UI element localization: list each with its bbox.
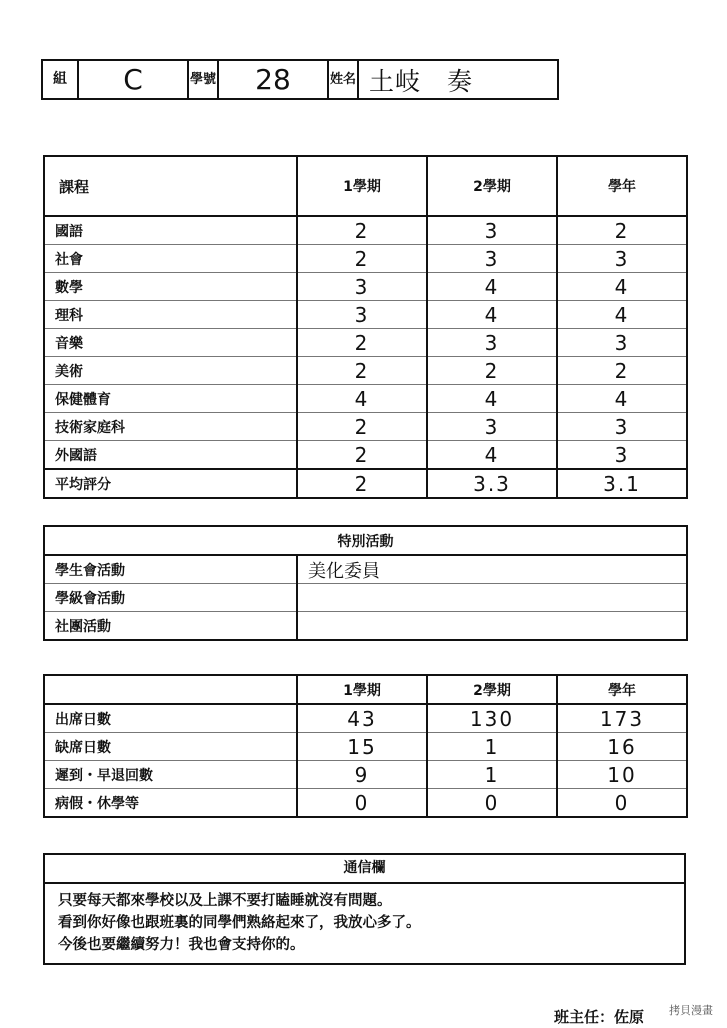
group-value: C: [78, 60, 188, 99]
notes-body: [45, 884, 684, 1026]
grades-table: [43, 155, 688, 499]
grade-term1: 2: [297, 245, 427, 273]
grade-term1: 2: [297, 357, 427, 385]
table-row: [44, 704, 687, 733]
subject-name: 國語: [44, 216, 297, 245]
name-label: 姓名: [328, 60, 358, 99]
activity-label: 學級會活動: [44, 584, 297, 612]
attendance-year: 0: [557, 789, 687, 818]
grade-term1: 3: [297, 273, 427, 301]
attendance-col-year: 學年: [557, 675, 687, 704]
table-row: [44, 612, 687, 641]
grades-col-term2: 2學期: [427, 156, 557, 216]
subject-name: 數學: [44, 273, 297, 301]
grade-year: 3: [557, 441, 687, 470]
attendance-label: 缺席日數: [44, 733, 297, 761]
subject-name: 外國語: [44, 441, 297, 470]
subject-name: 社會: [44, 245, 297, 273]
grade-term2: 4: [427, 441, 557, 470]
attendance-col-term2: 2學期: [427, 675, 557, 704]
grade-year: 3: [557, 245, 687, 273]
grade-term2: 3: [427, 329, 557, 357]
student-name: 土岐 奏: [358, 60, 558, 99]
table-row: [44, 245, 687, 273]
grade-year: 3: [557, 413, 687, 441]
table-row: [44, 789, 687, 818]
activities-title: 特別活動: [44, 526, 687, 555]
activity-label: 社團活動: [44, 612, 297, 641]
attendance-year: 16: [557, 733, 687, 761]
group-label: 組: [42, 60, 78, 99]
average-row: [44, 469, 687, 498]
attendance-term1: 43: [297, 704, 427, 733]
grade-term2: 3: [427, 216, 557, 245]
attendance-term1: 0: [297, 789, 427, 818]
subject-name: 美術: [44, 357, 297, 385]
grade-term2: 4: [427, 273, 557, 301]
table-row: [44, 584, 687, 612]
attendance-year: 10: [557, 761, 687, 789]
attendance-term1: 15: [297, 733, 427, 761]
activity-value: [297, 584, 687, 612]
attendance-term2: 0: [427, 789, 557, 818]
grade-term1: 2: [297, 441, 427, 470]
student-info-header: [41, 59, 559, 100]
table-row: [44, 329, 687, 357]
grades-header-row: [44, 156, 687, 216]
grade-term2: 4: [427, 301, 557, 329]
notes-line: 今後也要繼續努力！我也會支持你的。: [58, 937, 305, 953]
table-row: [44, 273, 687, 301]
grade-year: 2: [557, 357, 687, 385]
table-row: [44, 441, 687, 470]
table-row: [44, 413, 687, 441]
grade-term1: 2: [297, 329, 427, 357]
student-no-label: 學號: [188, 60, 218, 99]
subject-name: 音樂: [44, 329, 297, 357]
notes-line: 看到你好像也跟班裏的同學們熟絡起來了，我放心多了。: [58, 915, 421, 931]
grade-term2: 3: [427, 245, 557, 273]
student-no-value: 28: [218, 60, 328, 99]
grade-year: 2: [557, 216, 687, 245]
attendance-term2: 1: [427, 761, 557, 789]
teacher-signature: 班主任：佐原: [553, 1008, 644, 1026]
grade-term2: 4: [427, 385, 557, 413]
subject-name: 理科: [44, 301, 297, 329]
table-row: [44, 216, 687, 245]
average-year: 3.1: [557, 469, 687, 498]
average-label: 平均評分: [44, 469, 297, 498]
attendance-table: [43, 674, 688, 818]
table-row: [44, 761, 687, 789]
notes-title: 通信欄: [45, 855, 684, 884]
attendance-term2: 130: [427, 704, 557, 733]
activity-value: 美化委員: [297, 555, 687, 584]
grade-term1: 3: [297, 301, 427, 329]
table-row: [44, 733, 687, 761]
subject-name: 技術家庭科: [44, 413, 297, 441]
grade-term2: 2: [427, 357, 557, 385]
activities-table: [43, 525, 688, 641]
grades-col-term1: 1學期: [297, 156, 427, 216]
activity-label: 學生會活動: [44, 555, 297, 584]
grade-term1: 2: [297, 413, 427, 441]
attendance-label: 出席日數: [44, 704, 297, 733]
grades-col-subject: 課程: [44, 156, 297, 216]
source-credit: 拷貝漫畫: [669, 1004, 713, 1017]
notes-line: 只要每天都來學校以及上課不要打瞌睡就沒有問題。: [58, 893, 392, 909]
grade-year: 4: [557, 385, 687, 413]
average-term1: 2: [297, 469, 427, 498]
activity-value: [297, 612, 687, 641]
grade-term1: 2: [297, 216, 427, 245]
grade-term2: 3: [427, 413, 557, 441]
table-row: [44, 385, 687, 413]
subject-name: 保健體育: [44, 385, 297, 413]
grade-year: 4: [557, 301, 687, 329]
grade-year: 4: [557, 273, 687, 301]
average-term2: 3.3: [427, 469, 557, 498]
attendance-year: 173: [557, 704, 687, 733]
table-row: [44, 555, 687, 584]
grade-term1: 4: [297, 385, 427, 413]
attendance-term2: 1: [427, 733, 557, 761]
attendance-term1: 9: [297, 761, 427, 789]
attendance-label: 病假・休學等: [44, 789, 297, 818]
attendance-header-row: [44, 675, 687, 704]
table-row: [44, 357, 687, 385]
attendance-col-term1: 1學期: [297, 675, 427, 704]
grade-year: 3: [557, 329, 687, 357]
table-row: [44, 301, 687, 329]
notes-box: [43, 853, 686, 1026]
attendance-col-blank: [44, 675, 297, 704]
attendance-label: 遲到・早退回數: [44, 761, 297, 789]
grades-col-year: 學年: [557, 156, 687, 216]
